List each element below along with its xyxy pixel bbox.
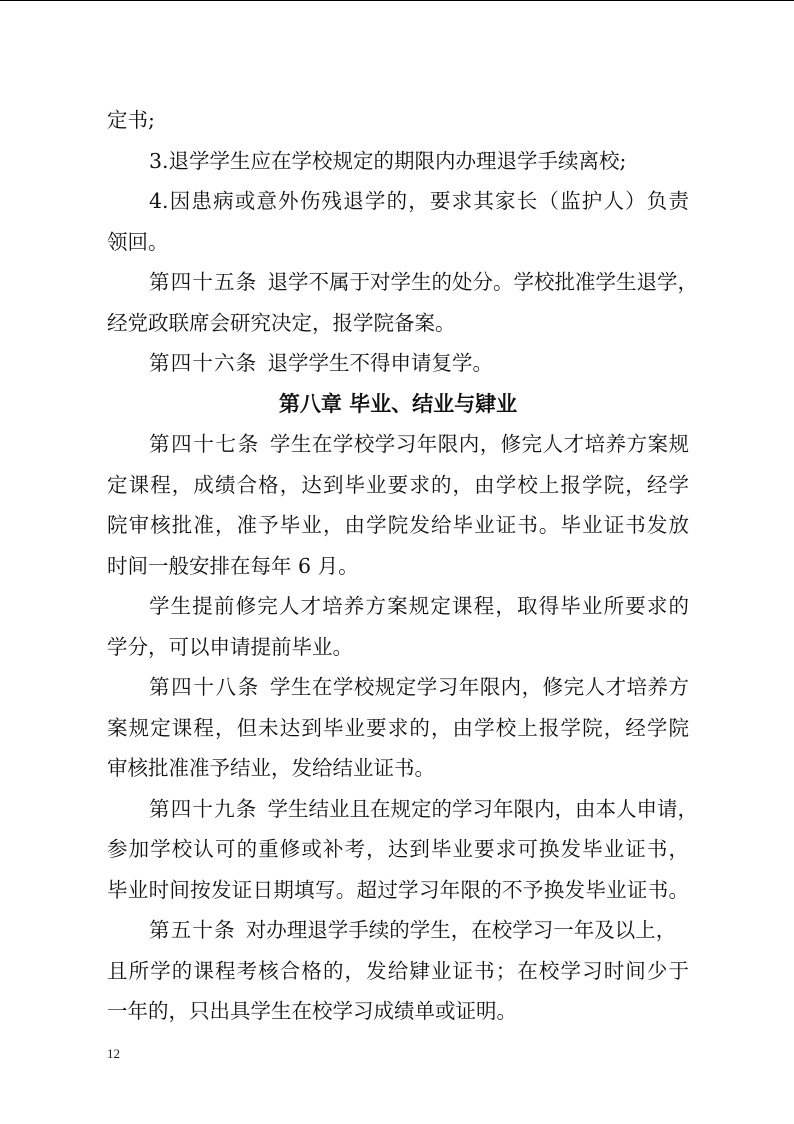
- list-item-3: 3.退学学生应在学校规定的期限内办理退学手续离校;: [149, 148, 627, 173]
- text-line: 时间一般安排在每年 6 月。: [107, 553, 359, 578]
- article-text: 学生在学校规定学习年限内，修完人才培养方: [269, 675, 690, 699]
- text-line: 参加学校认可的重修或补考，达到毕业要求可换发毕业证书，: [107, 837, 689, 861]
- article-text: 退学学生不得申请复学。: [267, 351, 493, 375]
- text-line: 领回。: [107, 229, 169, 254]
- text-line: 经党政联席会研究决定，报学院备案。: [107, 310, 456, 335]
- article-46: [107, 343, 689, 384]
- article-number: 第四十七条: [149, 432, 260, 456]
- page-number: 12: [107, 1046, 120, 1061]
- text-line: 且所学的课程考核合格的，发给肄业证书；在校学习时间少于: [107, 958, 689, 983]
- text-line: 审核批准准予结业，发给结业证书。: [107, 756, 435, 780]
- article-text: 对办理退学手续的学生，在校学习一年及以上，: [245, 918, 677, 942]
- article-text: 退学不属于对学生的处分。学校批准学生退学，: [267, 270, 698, 294]
- article-text: 学生在学校学习年限内，修完人才培养方案规: [269, 432, 690, 456]
- article-number: 第四十九条: [149, 796, 258, 821]
- article-48: [107, 667, 689, 708]
- chapter-heading: 第八章 毕业、结业与肄业: [278, 391, 518, 416]
- article-50: [107, 910, 689, 951]
- text-line: 院审核批准，准予毕业，由学院发给毕业证书。毕业证书发放: [107, 513, 689, 537]
- text-line: 学分，可以申请提前毕业。: [107, 634, 353, 659]
- article-number: 第四十五条: [149, 270, 258, 294]
- document-body: [107, 100, 698, 1032]
- text-line: 一年的，只出具学生在校学习成绩单或证明。: [107, 999, 517, 1023]
- article-number: 第四十六条: [149, 351, 258, 375]
- text-line: 定书;: [107, 108, 155, 132]
- article-49: [107, 789, 698, 830]
- text-line: 学生提前修完人才培养方案规定课程，取得毕业所要求的: [149, 594, 689, 618]
- top-border-line: [0, 0, 794, 1]
- text-line: 定课程，成绩合格，达到毕业要求的，由学校上报学院，经学: [107, 472, 689, 497]
- article-number: 第四十八条: [149, 675, 260, 699]
- text-line: 案规定课程，但未达到毕业要求的，由学校上报学院，经学院: [107, 715, 689, 740]
- article-text: 学生结业且在规定的学习年限内，由本人申请，: [267, 796, 698, 821]
- article-45: [107, 262, 698, 303]
- text-line: 毕业时间按发证日期填写。超过学习年限的不予换发毕业证书。: [107, 877, 689, 902]
- article-number: 第五十条: [149, 918, 236, 942]
- article-47: [107, 424, 689, 465]
- list-item-4: 4.因患病或意外伤残退学的，要求其家长（监护人）负责: [149, 189, 689, 213]
